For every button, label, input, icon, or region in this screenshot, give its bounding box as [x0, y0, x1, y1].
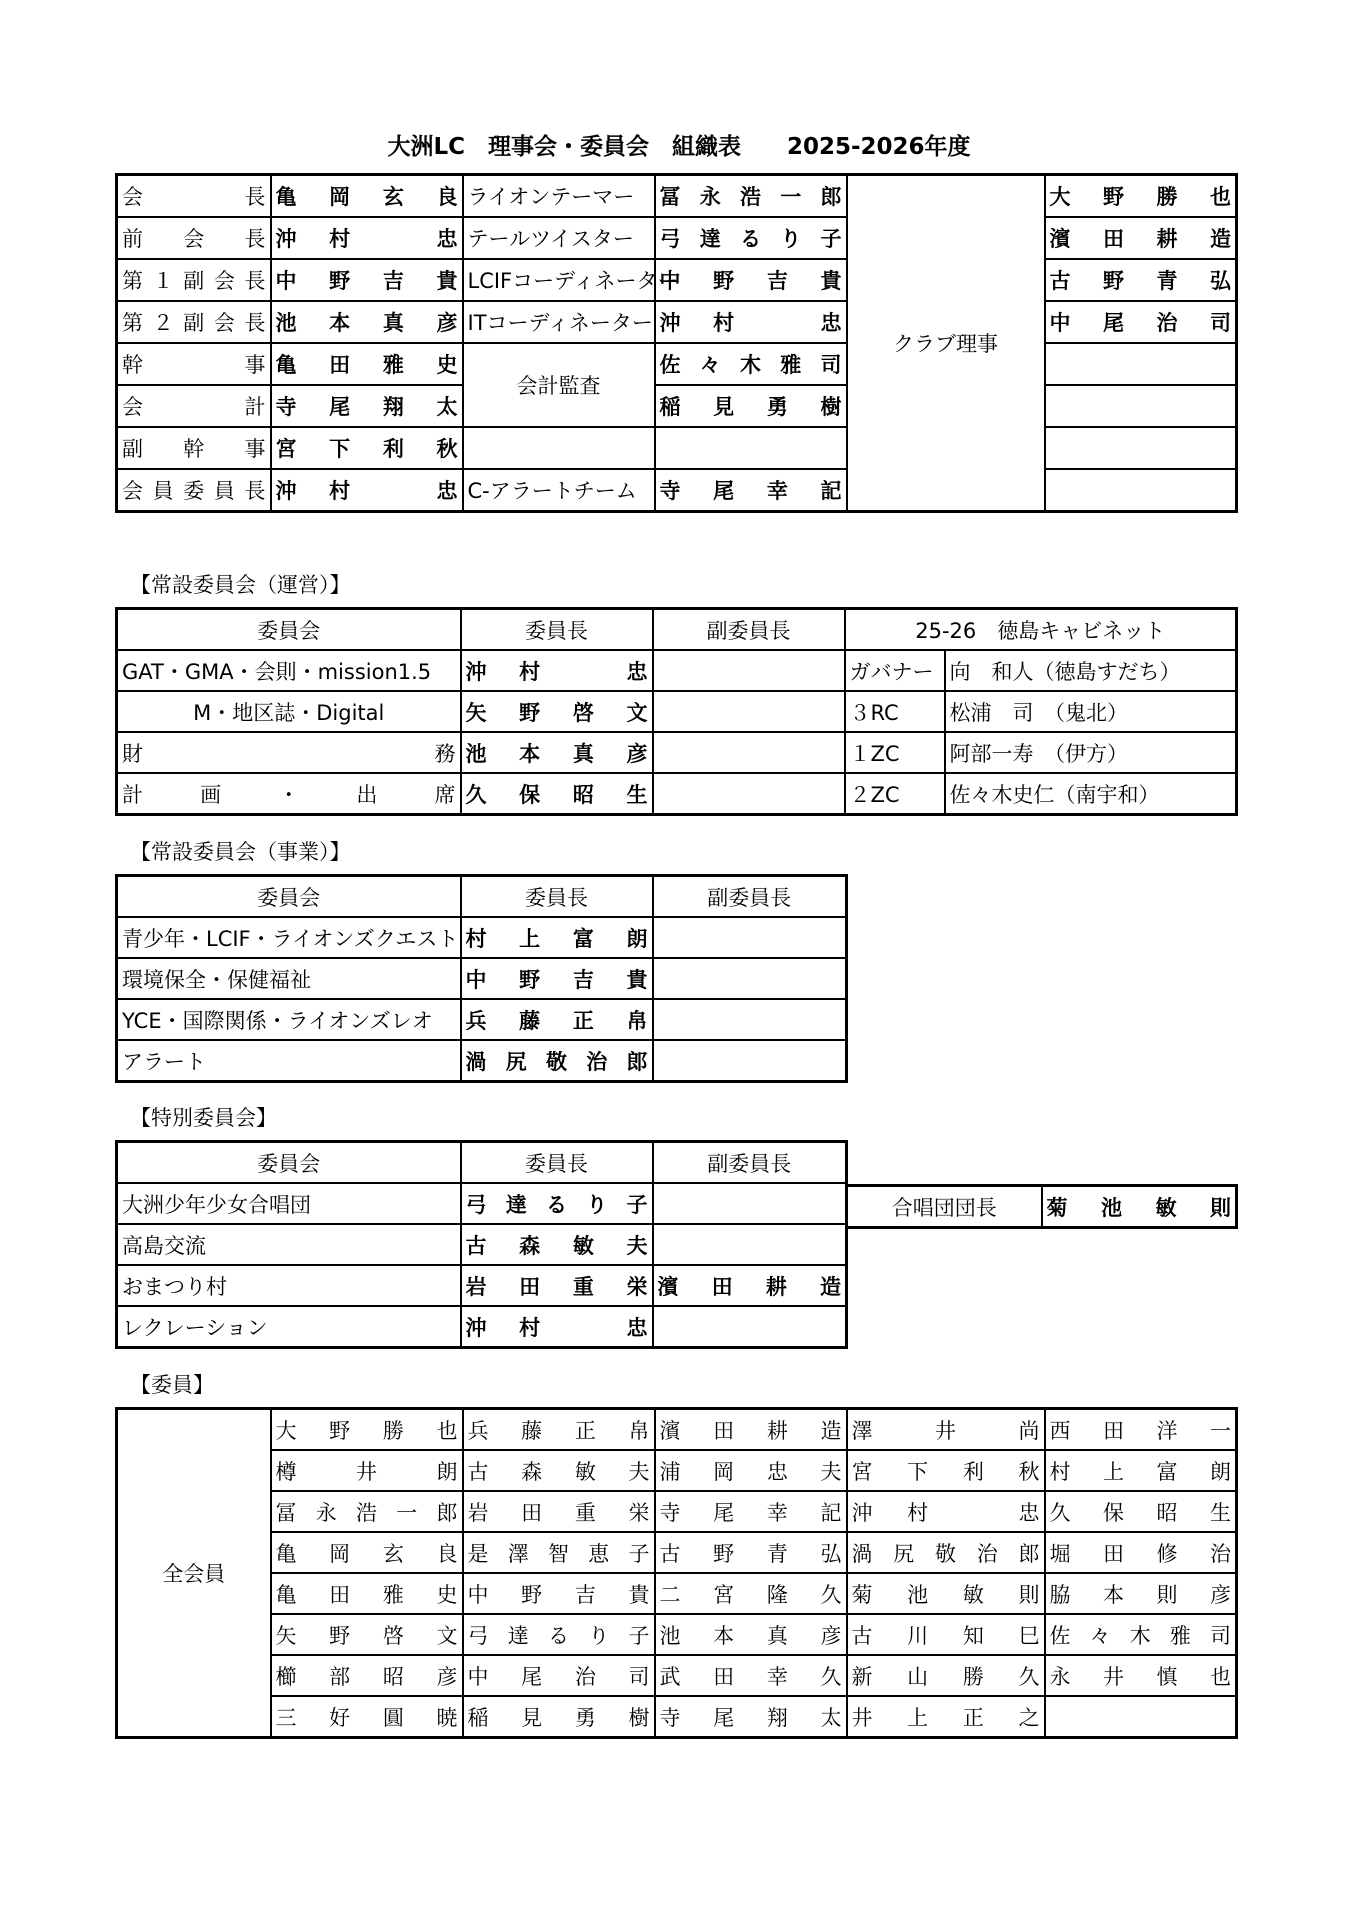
ops-row [117, 732, 1237, 773]
board-role: 第２副会長 [117, 301, 271, 343]
board-role: 会 長 [117, 175, 271, 218]
board-name-3 [1045, 469, 1237, 512]
chair-name: 中野吉貴 [461, 958, 653, 999]
cabinet-role: ３RC [845, 691, 945, 732]
cabinet-name: 阿部一寿 （伊方） [945, 732, 1237, 773]
standing-ops-heading: 【常設委員会（運営）】 [130, 573, 351, 597]
cabinet-role: ガバナー [845, 650, 945, 691]
board-role-2 [463, 427, 655, 469]
col-header-committee: 委員会 [117, 1142, 461, 1184]
board-role-2: ライオンテーマー [463, 175, 655, 218]
page-title: 大洲LC 理事会・委員会 組織表 2025-2026年度 [387, 134, 971, 160]
members-row [117, 1573, 1237, 1614]
chair-name: 弓達るり子 [461, 1183, 653, 1224]
board-name-3: 濱田耕造 [1045, 217, 1237, 259]
member-name: 菊池敏則 [847, 1573, 1045, 1614]
board-name: 中野吉貴 [271, 259, 463, 301]
board-row [117, 469, 1237, 512]
members-row [117, 1696, 1237, 1738]
board-name-2: 冨永浩一郎 [655, 175, 847, 218]
special-heading: 【特別委員会】 [130, 1106, 277, 1130]
vice-name [653, 1183, 847, 1224]
ops-row [117, 773, 1237, 815]
board-role: 幹 事 [117, 343, 271, 385]
board-role: 会員委員長 [117, 469, 271, 512]
chair-name: 村上富朗 [461, 917, 653, 958]
ops-row [117, 650, 1237, 691]
board-row [117, 343, 1237, 385]
col-header-chair: 委員長 [461, 1142, 653, 1184]
members-row [117, 1450, 1237, 1491]
member-name: 大野勝也 [271, 1409, 463, 1451]
board-name-2 [655, 427, 847, 469]
board-name-2: 中野吉貴 [655, 259, 847, 301]
member-name: 二宮隆久 [655, 1573, 847, 1614]
member-name: 是澤智恵子 [463, 1532, 655, 1573]
member-name: 兵藤正帛 [463, 1409, 655, 1451]
member-name: 脇本則彦 [1045, 1573, 1237, 1614]
board-role: 第１副会長 [117, 259, 271, 301]
board-name: 池本真彦 [271, 301, 463, 343]
chair-name: 渦尻敬治郎 [461, 1040, 653, 1082]
ops-header-row [117, 609, 1237, 651]
committee-name: GAT・GMA・会則・mission1.5 [117, 650, 461, 691]
committee-name: 大洲少年少女合唱団 [117, 1183, 461, 1224]
member-name: 永井慎也 [1045, 1655, 1237, 1696]
audit-label: 会計監査 [463, 343, 655, 427]
board-role: 会 計 [117, 385, 271, 427]
chair-name: 矢野啓文 [461, 691, 653, 732]
board-name-3 [1045, 385, 1237, 427]
col-header-chair: 委員長 [461, 609, 653, 651]
member-name: 浦岡忠夫 [655, 1450, 847, 1491]
board-name-3: 中尾治司 [1045, 301, 1237, 343]
vice-name [653, 1224, 847, 1265]
special-row [117, 1224, 847, 1265]
cabinet-name: 向 和人（徳島すだち） [945, 650, 1237, 691]
board-name-2: 弓達るり子 [655, 217, 847, 259]
board-name: 沖村 忠 [271, 217, 463, 259]
member-name: 宮下利秋 [847, 1450, 1045, 1491]
members-label: 全会員 [117, 1409, 271, 1738]
choir-role-label: 合唱団団長 [847, 1186, 1042, 1228]
members-row [117, 1655, 1237, 1696]
board-name-3 [1045, 427, 1237, 469]
member-name: 弓達るり子 [463, 1614, 655, 1655]
chair-name: 岩田重栄 [461, 1265, 653, 1306]
member-name: 亀田雅史 [271, 1573, 463, 1614]
members-row [117, 1491, 1237, 1532]
board-name: 亀田雅史 [271, 343, 463, 385]
member-name: 岩田重栄 [463, 1491, 655, 1532]
board-name-3: 大野勝也 [1045, 175, 1237, 218]
member-name: 井上正之 [847, 1696, 1045, 1738]
special-row [117, 1183, 847, 1224]
committee-name: 環境保全・保健福祉 [117, 958, 461, 999]
col-header-vice: 副委員長 [653, 1142, 847, 1184]
member-name: 樽 井 朗 [271, 1450, 463, 1491]
member-name: 武田幸久 [655, 1655, 847, 1696]
board-row [117, 301, 1237, 343]
members-row [117, 1614, 1237, 1655]
members-table [115, 1407, 1238, 1739]
member-name: 三好圓暁 [271, 1696, 463, 1738]
cabinet-role: ２ZC [845, 773, 945, 815]
biz-header-row [117, 876, 847, 918]
chair-name: 古森敏夫 [461, 1224, 653, 1265]
cabinet-name: 佐々木史仁（南宇和） [945, 773, 1237, 815]
committee-name: レクレーション [117, 1306, 461, 1348]
special-header-row [117, 1142, 847, 1184]
member-name: 佐々木雅司 [1045, 1614, 1237, 1655]
chair-name: 池本真彦 [461, 732, 653, 773]
choir-name: 菊池敏則 [1042, 1186, 1237, 1228]
col-header-vice: 副委員長 [653, 609, 845, 651]
member-name: 矢野啓文 [271, 1614, 463, 1655]
board-name-3 [1045, 343, 1237, 385]
member-name: 古川知巳 [847, 1614, 1045, 1655]
member-name: 村上富朗 [1045, 1450, 1237, 1491]
member-name: 西田洋一 [1045, 1409, 1237, 1451]
board-role-2: テールツイスター [463, 217, 655, 259]
vice-name [653, 1040, 847, 1082]
member-name: 寺尾幸記 [655, 1491, 847, 1532]
board-table [115, 173, 1238, 513]
board-name-2: 稲見勇樹 [655, 385, 847, 427]
vice-name [653, 917, 847, 958]
biz-row [117, 999, 847, 1040]
member-name: 堀田修治 [1045, 1532, 1237, 1573]
standing-biz-table [115, 874, 848, 1083]
ops-row [117, 691, 1237, 732]
board-role: 副 幹 事 [117, 427, 271, 469]
board-role-2: LCIFコーディネーター [463, 259, 655, 301]
member-name: 亀岡玄良 [271, 1532, 463, 1573]
member-name [1045, 1696, 1237, 1738]
member-name: 沖村 忠 [847, 1491, 1045, 1532]
col-header-committee: 委員会 [117, 876, 461, 918]
member-name: 渦尻敬治郎 [847, 1532, 1045, 1573]
member-name: 稲見勇樹 [463, 1696, 655, 1738]
biz-row [117, 917, 847, 958]
vice-name [653, 691, 845, 732]
vice-name [653, 773, 845, 815]
special-row [117, 1265, 847, 1306]
biz-row [117, 958, 847, 999]
standing-biz-heading: 【常設委員会（事業）】 [130, 840, 351, 864]
col-header-committee: 委員会 [117, 609, 461, 651]
committee-name: 高島交流 [117, 1224, 461, 1265]
vice-name [653, 1306, 847, 1348]
cabinet-role: １ZC [845, 732, 945, 773]
board-row [117, 385, 1237, 427]
chair-name: 沖村 忠 [461, 650, 653, 691]
board-name-2: 佐々木雅司 [655, 343, 847, 385]
biz-row [117, 1040, 847, 1082]
board-name-2: 寺尾幸記 [655, 469, 847, 512]
member-name: 久保昭生 [1045, 1491, 1237, 1532]
choir-table [845, 1184, 1238, 1229]
board-row [117, 175, 1237, 218]
member-name: 櫛部昭彦 [271, 1655, 463, 1696]
member-name: 中野吉貴 [463, 1573, 655, 1614]
board-name: 亀岡玄良 [271, 175, 463, 218]
club-director-label: クラブ理事 [847, 175, 1045, 512]
member-name: 冨永浩一郎 [271, 1491, 463, 1532]
member-name: 寺尾翔太 [655, 1696, 847, 1738]
vice-name [653, 732, 845, 773]
special-table [115, 1140, 848, 1349]
board-role-2: ITコーディネーター [463, 301, 655, 343]
chair-name: 久保昭生 [461, 773, 653, 815]
member-name: 澤 井 尚 [847, 1409, 1045, 1451]
committee-name: M・地区誌・Digital [117, 691, 461, 732]
chair-name: 兵藤正帛 [461, 999, 653, 1040]
vice-name: 濱田耕造 [653, 1265, 847, 1306]
vice-name [653, 999, 847, 1040]
member-name: 中尾治司 [463, 1655, 655, 1696]
committee-name: 計 画 ・ 出 席 [117, 773, 461, 815]
board-name: 寺尾翔太 [271, 385, 463, 427]
committee-name: アラート [117, 1040, 461, 1082]
member-name: 古森敏夫 [463, 1450, 655, 1491]
board-name-3: 古野青弘 [1045, 259, 1237, 301]
members-row [117, 1409, 1237, 1451]
members-heading: 【委員】 [130, 1373, 214, 1397]
chair-name: 沖村 忠 [461, 1306, 653, 1348]
committee-name: おまつり村 [117, 1265, 461, 1306]
cabinet-name: 松浦 司 （鬼北） [945, 691, 1237, 732]
member-name: 濱田耕造 [655, 1409, 847, 1451]
member-name: 池本真彦 [655, 1614, 847, 1655]
board-name: 宮下利秋 [271, 427, 463, 469]
standing-ops-table [115, 607, 1238, 816]
committee-name: YCE・国際関係・ライオンズレオ [117, 999, 461, 1040]
members-row [117, 1532, 1237, 1573]
member-name: 新山勝久 [847, 1655, 1045, 1696]
col-header-vice: 副委員長 [653, 876, 847, 918]
board-row [117, 217, 1237, 259]
board-name-2: 沖村 忠 [655, 301, 847, 343]
member-name: 古野青弘 [655, 1532, 847, 1573]
board-row [117, 259, 1237, 301]
cabinet-header: 25-26 徳島キャビネット [845, 609, 1237, 651]
special-row [117, 1306, 847, 1348]
committee-name: 財 務 [117, 732, 461, 773]
board-role: 前 会 長 [117, 217, 271, 259]
board-row [117, 427, 1237, 469]
vice-name [653, 958, 847, 999]
vice-name [653, 650, 845, 691]
board-role-2: C-アラートチーム [463, 469, 655, 512]
board-name: 沖村 忠 [271, 469, 463, 512]
committee-name: 青少年・LCIF・ライオンズクエスト [117, 917, 461, 958]
col-header-chair: 委員長 [461, 876, 653, 918]
